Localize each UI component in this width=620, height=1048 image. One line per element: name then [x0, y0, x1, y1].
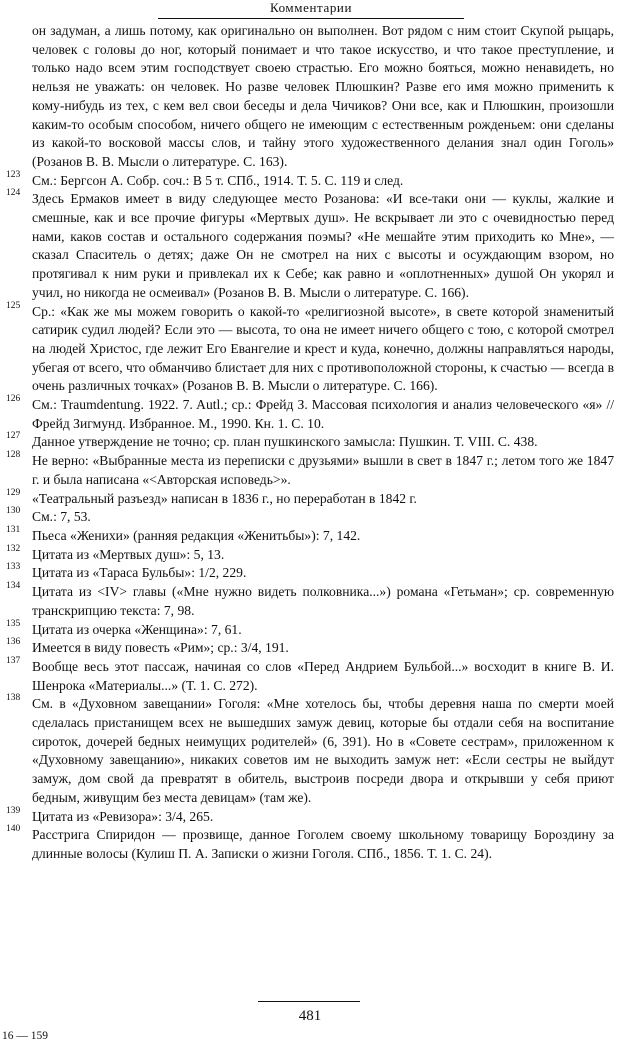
note-text: «Театральный разъезд» написан в 1836 г., но переработан в 1842 г.	[32, 490, 417, 506]
note-text: Данное утверждение не точно; ср. план пушкинского замысла: Пушкин. Т. VIII. С. 438.	[32, 434, 538, 450]
note-number: 127	[6, 431, 21, 442]
note-text: Цитата из <IV> главы («Мне нужно видеть полковника...») романа «Гетьман»; ср. современную транскрипцию текста: 7, 98.	[32, 584, 614, 618]
note-number: 125	[6, 300, 21, 311]
note-132	[6, 543, 614, 565]
note-number: 137	[6, 655, 21, 666]
running-header: Комментарии	[158, 0, 464, 19]
note-137	[6, 655, 614, 695]
note-text: См.: Traumdentung. 1922. 7. Autl.; ср.: Фрейд З. Массовая психология и анализ человеческого «я» // Фрейд Зигмунд. Избранное. М., 1990. Кн. 1. С. 10.	[32, 397, 614, 431]
note-text: Пьеса «Женихи» (ранняя редакция «Женитьбы»): 7, 142.	[32, 527, 361, 543]
note-number: 139	[6, 805, 21, 816]
note-number: 123	[6, 169, 21, 180]
note-123	[6, 169, 614, 191]
note-number: 128	[6, 450, 21, 461]
note-number: 140	[6, 824, 21, 835]
note-133	[6, 564, 614, 583]
note-text: Вообще весь этот пассаж, начиная со слов «Перед Андрием Бульбой...» восходит в книге В. И. Шенрока «Материалы...» (Т. 1. С. 272).	[32, 658, 614, 693]
footer-divider	[258, 1001, 360, 1002]
note-text: Цитата из «Мертвых душ»: 5, 13.	[32, 546, 225, 562]
note-129	[6, 487, 614, 509]
note-138	[6, 695, 614, 807]
note-125	[6, 300, 614, 397]
note-number: 136	[6, 637, 21, 648]
note-text: Имеется в виду повесть «Рим»; ср.: 3/4, 191.	[32, 640, 289, 656]
note-139	[6, 805, 614, 827]
commentary-body	[6, 22, 614, 864]
note-number: 126	[6, 394, 21, 405]
note-text: См. в «Духовном завещании» Гоголя: «Мне хотелось бы, чтобы деревня наша по смерти моей сделалась пристанищем всех не вышедших замуж девиц, которые бы отдали себя на воспитание сироток, дочерей бедных неимущих родителей» (6, 391). Но в «Совете сестрам», приложенном к «Духовному завещанию», никаких советов им не выходить замуж нет: «Если сестры не выйдут замуж, дом свой да превратят в обитель, выстроив посреди двора и открывши у себя приют бедным, живущим без места девицам» (там же).	[32, 696, 614, 805]
note-text: См.: 7, 53.	[32, 509, 91, 525]
note-number: 131	[6, 524, 21, 535]
intro-paragraph: он задуман, а лишь потому, как оригинально он выполнен. Вот рядом с ним стоит Скупой рыцарь, человек с головы до ног, который понимает и что такое искусство, и что такое преступление, и только надо всем этим господствует своею страстью. Его можно бояться, можно ненавидеть, но нельзя не уважать: он человек. Но разве человек Плюшкин? Разве его имя можно применить к кому-нибудь из тех, с кем вел свои беседы и дела Чичиков? Они все, как и Плюшкин, произошли каким-то особым способом, ничего общего не имеющим с естественным рожденьем: они сделаны из какой-то восковой массы слов, и тайну этого художественного делания знал один Гоголь» (Розанов В. В. Мысли о литературе. С. 163).	[32, 23, 614, 169]
note-text: Цитата из «Ревизора»: 3/4, 265.	[32, 808, 214, 824]
note-number: 132	[6, 543, 21, 554]
note-135	[6, 618, 614, 640]
note-text: Не верно: «Выбранные места из переписки с друзьями» вышли в свет в 1847 г.; летом того же 1847 г. и была написана «<Авторская исповедь>».	[32, 453, 614, 487]
note-131	[6, 524, 614, 546]
note-number: 124	[6, 188, 21, 199]
note-number: 133	[6, 562, 21, 573]
note-number: 129	[6, 487, 21, 498]
note-136	[6, 639, 614, 658]
note-130	[6, 508, 614, 527]
note-number: 130	[6, 506, 21, 517]
printer-signature: 16 — 159	[2, 1030, 48, 1042]
note-number: 135	[6, 618, 21, 629]
note-126	[6, 396, 614, 433]
note-number: 134	[6, 581, 21, 592]
note-140	[6, 826, 614, 863]
page-number: 481	[298, 1008, 322, 1024]
note-124	[6, 190, 614, 302]
note-text: Ср.: «Как же мы можем говорить о какой-то «религиозной высоте», в свете которой знаменитый сатирик судил людей? Если это — высота, то она не имеет ничего общего с тою, с которой смотрел на людей Христос, где лежит Его Евангелие и крест и куда, конечно, должны направляться народы, убегая от всего, что обманчиво блистает для них с противоположной стороны, к счастью — всегда в очень различных точках» (Розанов В. В. Мысли о литературе. С. 166).	[32, 303, 614, 394]
note-text: Расстрига Спиридон — прозвище, данное Гоголем своему школьному товарищу Бороздину за длинные волосы (Кулиш П. А. Записки о жизни Гоголя. СПб., 1856. Т. 1. С. 24).	[32, 827, 614, 861]
note-128	[6, 452, 614, 489]
note-127	[6, 433, 614, 452]
note-text: Здесь Ермаков имеет в виду следующее место Розанова: «И все-таки они — куклы, жалкие и смешные, как и все прочие фигуры «Мертвых душ». Не вскрывает ли это с очевидностью перед нами, каков состав и остального содержания поэмы? «Не мешайте этим приходить ко Мне», — сказал Спаситель о детях; даже Он не смотрел на них с высоты и осуждающим взором, но протягивал к ним руки и привлекал их к Себе; как равно и «оплотненных» душой Он укорял и учил, но никогда не осмеивал» (Розанов В. В. Мысли о литературе. С. 166).	[32, 191, 614, 300]
note-text: Цитата из очерка «Женщина»: 7, 61.	[32, 621, 242, 637]
note-text: Цитата из «Тараса Бульбы»: 1/2, 229.	[32, 565, 247, 581]
note-text: См.: Бергсон А. Собр. соч.: В 5 т. СПб., 1914. Т. 5. С. 119 и след.	[32, 172, 404, 188]
note-number: 138	[6, 693, 21, 704]
note-134	[6, 583, 614, 620]
